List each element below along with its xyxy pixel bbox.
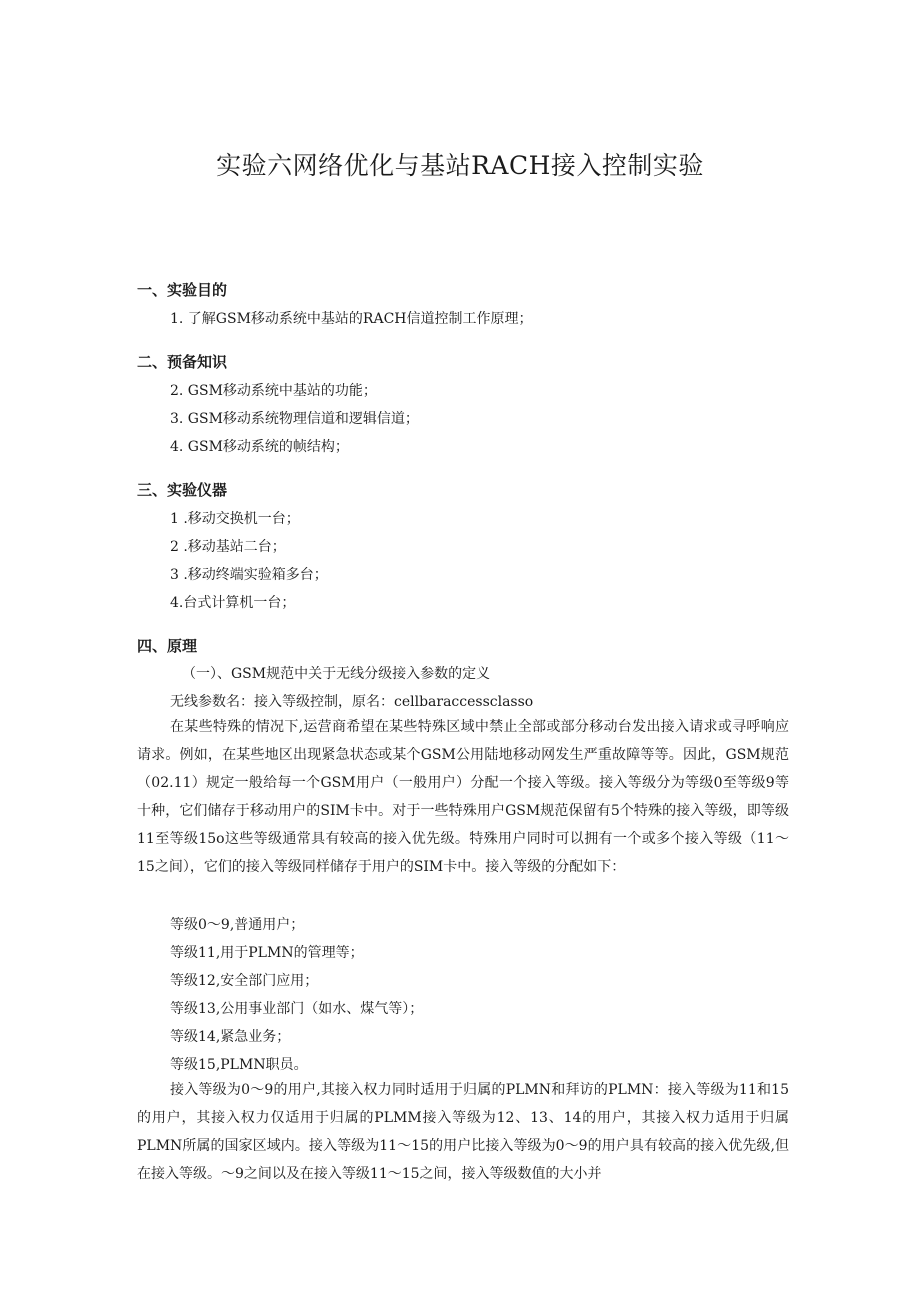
list-item: 1 .移动交换机一台；: [170, 511, 300, 527]
subsection-heading: （一）、GSM规范中关于无线分级接入参数的定义: [182, 666, 491, 682]
list-item: 3 .移动终端实验箱多台；: [170, 567, 328, 583]
parameter-line: 无线参数名：接入等级控制，原名：cellbaraccessclasso: [170, 694, 534, 710]
section-heading-objective: 一、实验目的: [137, 281, 228, 299]
section-heading-principle: 四、原理: [137, 637, 198, 655]
level-item: 等级0～9,普通用户；: [170, 917, 305, 933]
section-heading-prerequisite: 二、预备知识: [137, 353, 228, 371]
level-item: 等级12,安全部门应用；: [170, 973, 319, 989]
paragraph-access-rights: 接入等级为0～9的用户,其接入权力同时适用于归属的PLMN和拜访的PLMN：接入等级为11和15的用户，其接入权力仅适用于归属的PLMM接入等级为12、13、14的用户，其接入权力适用于归属PLMN所属的国家区域内。接入等级为11～15的用户比接入等级为0～9的用户具有较高的接入优先级,但在接入等级。～9之间以及在接入等级11～15之间，接入等级数值的大小并: [137, 1082, 789, 1182]
document-title: 实验六网络优化与基站RACH接入控制实验: [216, 151, 704, 180]
list-item: 4. GSM移动系统的帧结构；: [170, 439, 349, 455]
section-heading-equipment: 三、实验仪器: [137, 481, 228, 499]
list-item: 3. GSM移动系统物理信道和逻辑信道；: [170, 411, 419, 427]
list-item: 1. 了解GSM移动系统中基站的RACH信道控制工作原理；: [170, 311, 533, 327]
level-item: 等级14,紧急业务；: [170, 1029, 291, 1045]
level-item: 等级13,公用事业部门（如水、煤气等）；: [170, 1001, 424, 1017]
paragraph-access-classes: 在某些特殊的情况下,运营商希望在某些特殊区域中禁止全部或部分移动台发出接入请求或寻呼响应请求。例如，在某些地区出现紧急状态或某个GSM公用陆地移动网发生严重故障等等。因此，GSM规范（02.11）规定一般给每一个GSM用户（一般用户）分配一个接入等级。接入等级分为等级0至等级9等十种，它们储存于移动用户的SIM卡中。对于一些特殊用户GSM规范保留有5个特殊的接入等级，即等级11至等级15o这些等级通常具有较高的接入优先级。特殊用户同时可以拥有一个或多个接入等级（11～15之间），它们的接入等级同样储存于用户的SIM卡中。接入等级的分配如下：: [137, 719, 789, 875]
list-item: 2 .移动基站二台；: [170, 539, 286, 555]
list-item: 4.台式计算机一台；: [170, 595, 296, 611]
level-item: 等级11,用于PLMN的管理等；: [170, 945, 364, 961]
level-item: 等级15,PLMN职员。: [170, 1057, 308, 1073]
list-item: 2. GSM移动系统中基站的功能；: [170, 383, 377, 399]
